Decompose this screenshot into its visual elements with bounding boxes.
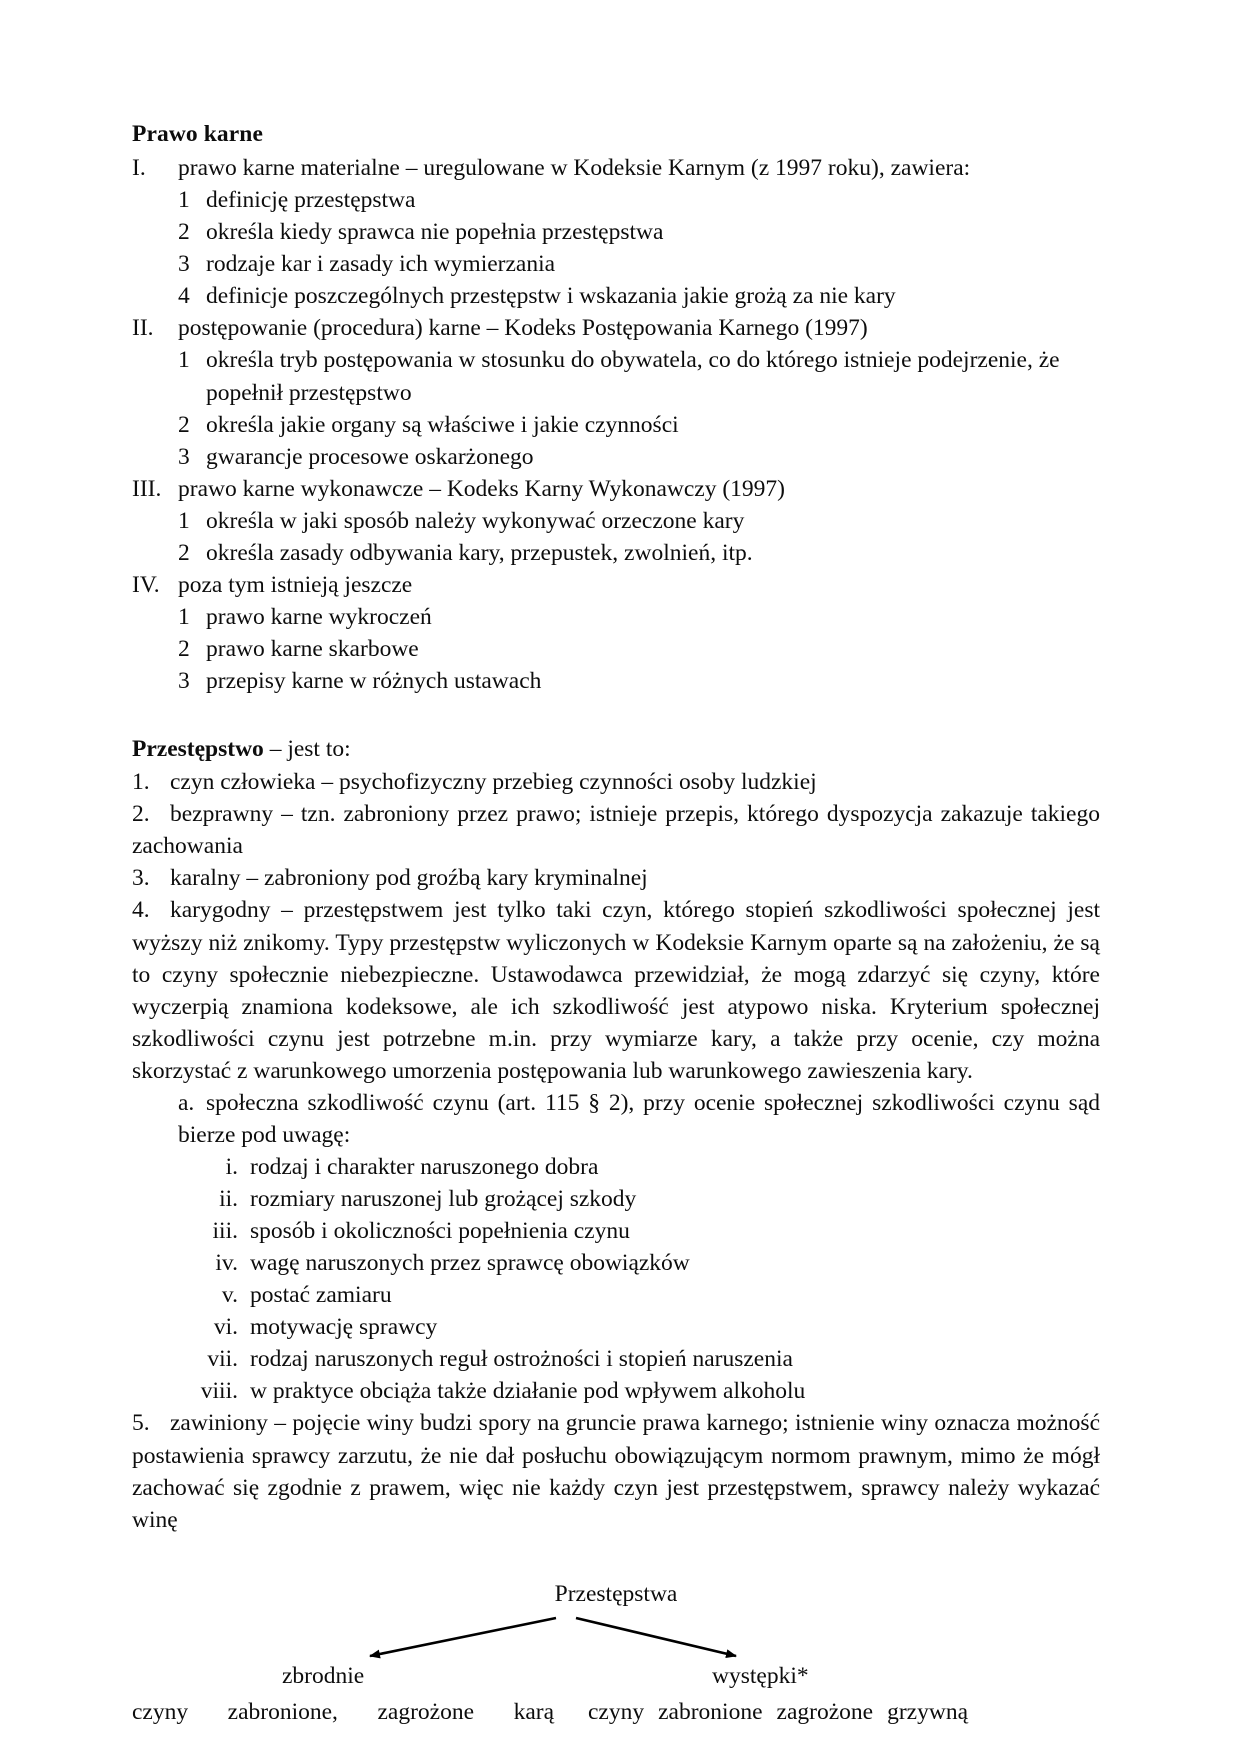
- list-marker: vii.: [207, 1346, 238, 1373]
- list-item-text: karalny – zabroniony pod groźbą kary kryminalnej: [170, 865, 648, 892]
- list-marker: vi.: [213, 1314, 238, 1341]
- list-item-text: postać zamiaru: [250, 1282, 392, 1309]
- list-marker: 2: [178, 539, 190, 566]
- list-item-sub: [132, 280, 1100, 312]
- diagram-arrows: [132, 1612, 1100, 1664]
- page-title: Prawo karne: [132, 121, 263, 147]
- list-item-sub: [132, 184, 1100, 216]
- list-marker: 1.: [132, 769, 150, 796]
- list-marker: i.: [225, 1153, 238, 1180]
- list-marker: 3.: [132, 865, 150, 892]
- list-item-roman-v: [132, 1279, 1100, 1311]
- diagram-right-description: [572, 1696, 1100, 1728]
- list-item-roman-2: [132, 312, 1100, 344]
- diagram-left-word: zagrożone: [377, 1698, 475, 1725]
- list-marker: 3: [178, 443, 190, 470]
- list-marker: 4: [178, 283, 190, 310]
- list-item-sub: [132, 601, 1100, 633]
- list-item-text: gwarancje procesowe oskarżonego: [206, 443, 534, 470]
- list-marker: 2.: [132, 801, 150, 828]
- diagram-right-word: zabronione: [658, 1698, 763, 1725]
- list-item-roman-1: [132, 152, 1100, 184]
- list-item-text: prawo karne materialne – uregulowane w Kodeksie Karnym (z 1997 roku), zawiera:: [178, 155, 971, 182]
- list-item-text: określa w jaki sposób należy wykonywać orzeczone kary: [206, 507, 745, 534]
- list-item-text: rodzaj naruszonych reguł ostrożności i stopień naruszenia: [250, 1346, 793, 1373]
- list-item-text: rodzaje kar i zasady ich wymierzania: [206, 251, 556, 278]
- list-item-roman-iv: [132, 1247, 1100, 1279]
- list-item-text: definicje poszczególnych przestępstw i wskazania jakie grożą za nie kary: [206, 283, 896, 310]
- classification-diagram: [132, 1578, 1100, 1728]
- diagram-left-word: czyny: [132, 1698, 189, 1725]
- list-marker: III.: [132, 475, 162, 502]
- list-marker: 1: [178, 603, 190, 630]
- list-marker: 2: [178, 219, 190, 246]
- list-item-sub: [132, 216, 1100, 248]
- list-item-text: określa tryb postępowania w stosunku do obywatela, co do którego istnieje podejrzenie, że popełnił przestępstwo: [206, 347, 1060, 406]
- diagram-root-label: Przestępstwa: [554, 1580, 678, 1607]
- list-item-text: prawo karne wykroczeń: [206, 603, 432, 630]
- list-item-decimal-4: [132, 894, 1100, 1086]
- list-marker: 1: [178, 507, 190, 534]
- list-item-roman-vii: [132, 1343, 1100, 1375]
- diagram-right-word: czyny: [588, 1698, 645, 1725]
- list-marker: 3: [178, 668, 190, 695]
- list-item-decimal-5: [132, 1407, 1100, 1535]
- list-item-text: czyn człowieka – psychofizyczny przebieg czynności osoby ludzkiej: [170, 769, 817, 796]
- arrow-to-zbrodnie: [370, 1618, 556, 1656]
- section-heading-przestepstwo: [132, 733, 1100, 765]
- list-item-text: wagę naruszonych przez sprawcę obowiązków: [250, 1250, 690, 1277]
- list-item-text: sposób i okoliczności popełnienia czynu: [250, 1218, 630, 1245]
- list-marker: iii.: [212, 1218, 238, 1245]
- diagram-left-word: karą: [513, 1698, 554, 1725]
- list-item-sub: [132, 633, 1100, 665]
- list-item-roman-4: [132, 569, 1100, 601]
- list-item-sub: [132, 409, 1100, 441]
- list-item-roman-3: [132, 473, 1100, 505]
- list-marker: I.: [132, 155, 146, 182]
- diagram-right-word: zagrożone: [776, 1698, 874, 1725]
- list-item-text: postępowanie (procedura) karne – Kodeks Postępowania Karnego (1997): [178, 315, 868, 342]
- list-item-roman-viii: [132, 1375, 1100, 1407]
- list-item-roman-i: [132, 1151, 1100, 1183]
- list-marker: 4.: [132, 897, 150, 924]
- list-marker: 5.: [132, 1410, 150, 1437]
- list-marker: 2: [178, 411, 190, 438]
- list-item-text: w praktyce obciąża także działanie pod wpływem alkoholu: [250, 1378, 806, 1405]
- list-marker: IV.: [132, 571, 160, 598]
- diagram-left-word: zabronione,: [227, 1698, 338, 1725]
- list-item-text: rozmiary naruszonej lub grożącej szkody: [250, 1186, 637, 1212]
- list-item-text: prawo karne wykonawcze – Kodeks Karny Wykonawczy (1997): [178, 475, 785, 502]
- list-item-text: określa jakie organy są właściwe i jakie czynności: [206, 411, 679, 438]
- arrow-to-wystepki: [576, 1618, 736, 1656]
- list-item-text: społeczna szkodliwość czynu (art. 115 § 2), przy ocenie społecznej szkodliwości czynu sąd bierze pod uwagę:: [178, 1089, 1100, 1148]
- list-marker: 2: [178, 636, 190, 662]
- list-item-text: motywację sprawcy: [250, 1314, 438, 1341]
- list-item-text: karygodny – przestępstwem jest tylko taki czyn, którego stopień szkodliwości społecznej jest wyższy niż znikomy. Typy przestępstw wyliczonych w Kodeksie Karnym oparte są na założeniu, że są to czyny społecznie niebezpieczne. Ustawodawca przewidział, że mogą zdarzyć się czyny, które wyczerpią znamiona kodeksowe, ale ich szkodliwość jest atypowo niska. Kryterium społecznej szkodliwości czynu jest potrzebne m.in. przy wymiarze kary, a także przy ocenie, czy można skorzystać z warunkowego umorzenia postępowania lub warunkowego zawieszenia kary.: [132, 897, 1100, 1084]
- list-item-text: prawo karne skarbowe: [206, 636, 419, 662]
- document-content: [132, 118, 1100, 1728]
- list-item-decimal-1: [132, 766, 1100, 798]
- section-heading-bold-part: Przestępstwo: [132, 736, 264, 763]
- list-marker: II.: [132, 315, 154, 342]
- diagram-label-wystepki: występki*: [712, 1662, 809, 1689]
- list-item-text: zawiniony – pojęcie winy budzi spory na gruncie prawa karnego; istnienie winy oznacza możność postawienia sprawcy zarzutu, że nie dał posłuchu obowiązującym normom prawnym, mimo że mógł zachować się zgodnie z prawem, więc nie każdy czyn jest przestępstwem, sprawcy należy wykazać winę: [132, 1410, 1100, 1533]
- list-item-sub: [132, 665, 1100, 697]
- list-item-sub: [132, 537, 1100, 569]
- list-item-sub: [132, 505, 1100, 537]
- diagram-left-description: [132, 1696, 572, 1728]
- list-marker: v.: [221, 1282, 238, 1309]
- list-item-text: poza tym istnieją jeszcze: [178, 571, 413, 598]
- list-item-sub: [132, 344, 1100, 408]
- list-item-decimal-2: [132, 798, 1100, 862]
- list-item-text: przepisy karne w różnych ustawach: [206, 668, 542, 695]
- list-item-text: rodzaj i charakter naruszonego dobra: [250, 1153, 599, 1180]
- list-marker: 1: [178, 187, 190, 214]
- list-item-roman-ii: [132, 1183, 1100, 1215]
- list-marker: iv.: [215, 1250, 238, 1277]
- list-item-text: określa zasady odbywania kary, przepustek, zwolnień, itp.: [206, 539, 753, 566]
- list-item-roman-vi: [132, 1311, 1100, 1343]
- list-item-text: bezprawny – tzn. zabroniony przez prawo; istnieje przepis, którego dyspozycja zakazuje takiego zachowania: [132, 801, 1100, 860]
- diagram-descriptions: [132, 1696, 1100, 1728]
- list-item-text: definicję przestępstwa: [206, 187, 416, 214]
- diagram-label-zbrodnie: zbrodnie: [282, 1662, 365, 1689]
- section-heading-rest: – jest to:: [263, 736, 351, 763]
- list-marker: viii.: [200, 1378, 238, 1405]
- list-item-sub: [132, 248, 1100, 280]
- list-item-roman-iii: [132, 1215, 1100, 1247]
- list-marker: 1: [178, 347, 190, 374]
- section-spacer: [132, 697, 1100, 733]
- list-marker: a.: [178, 1089, 195, 1116]
- list-item-sub: [132, 441, 1100, 473]
- list-item-decimal-3: [132, 862, 1100, 894]
- list-item-alpha-a: [132, 1087, 1100, 1151]
- list-marker: 3: [178, 251, 190, 278]
- list-item-text: określa kiedy sprawca nie popełnia przestępstwa: [206, 219, 664, 246]
- diagram-right-word: grzywną: [887, 1698, 969, 1725]
- list-marker: ii.: [219, 1186, 238, 1212]
